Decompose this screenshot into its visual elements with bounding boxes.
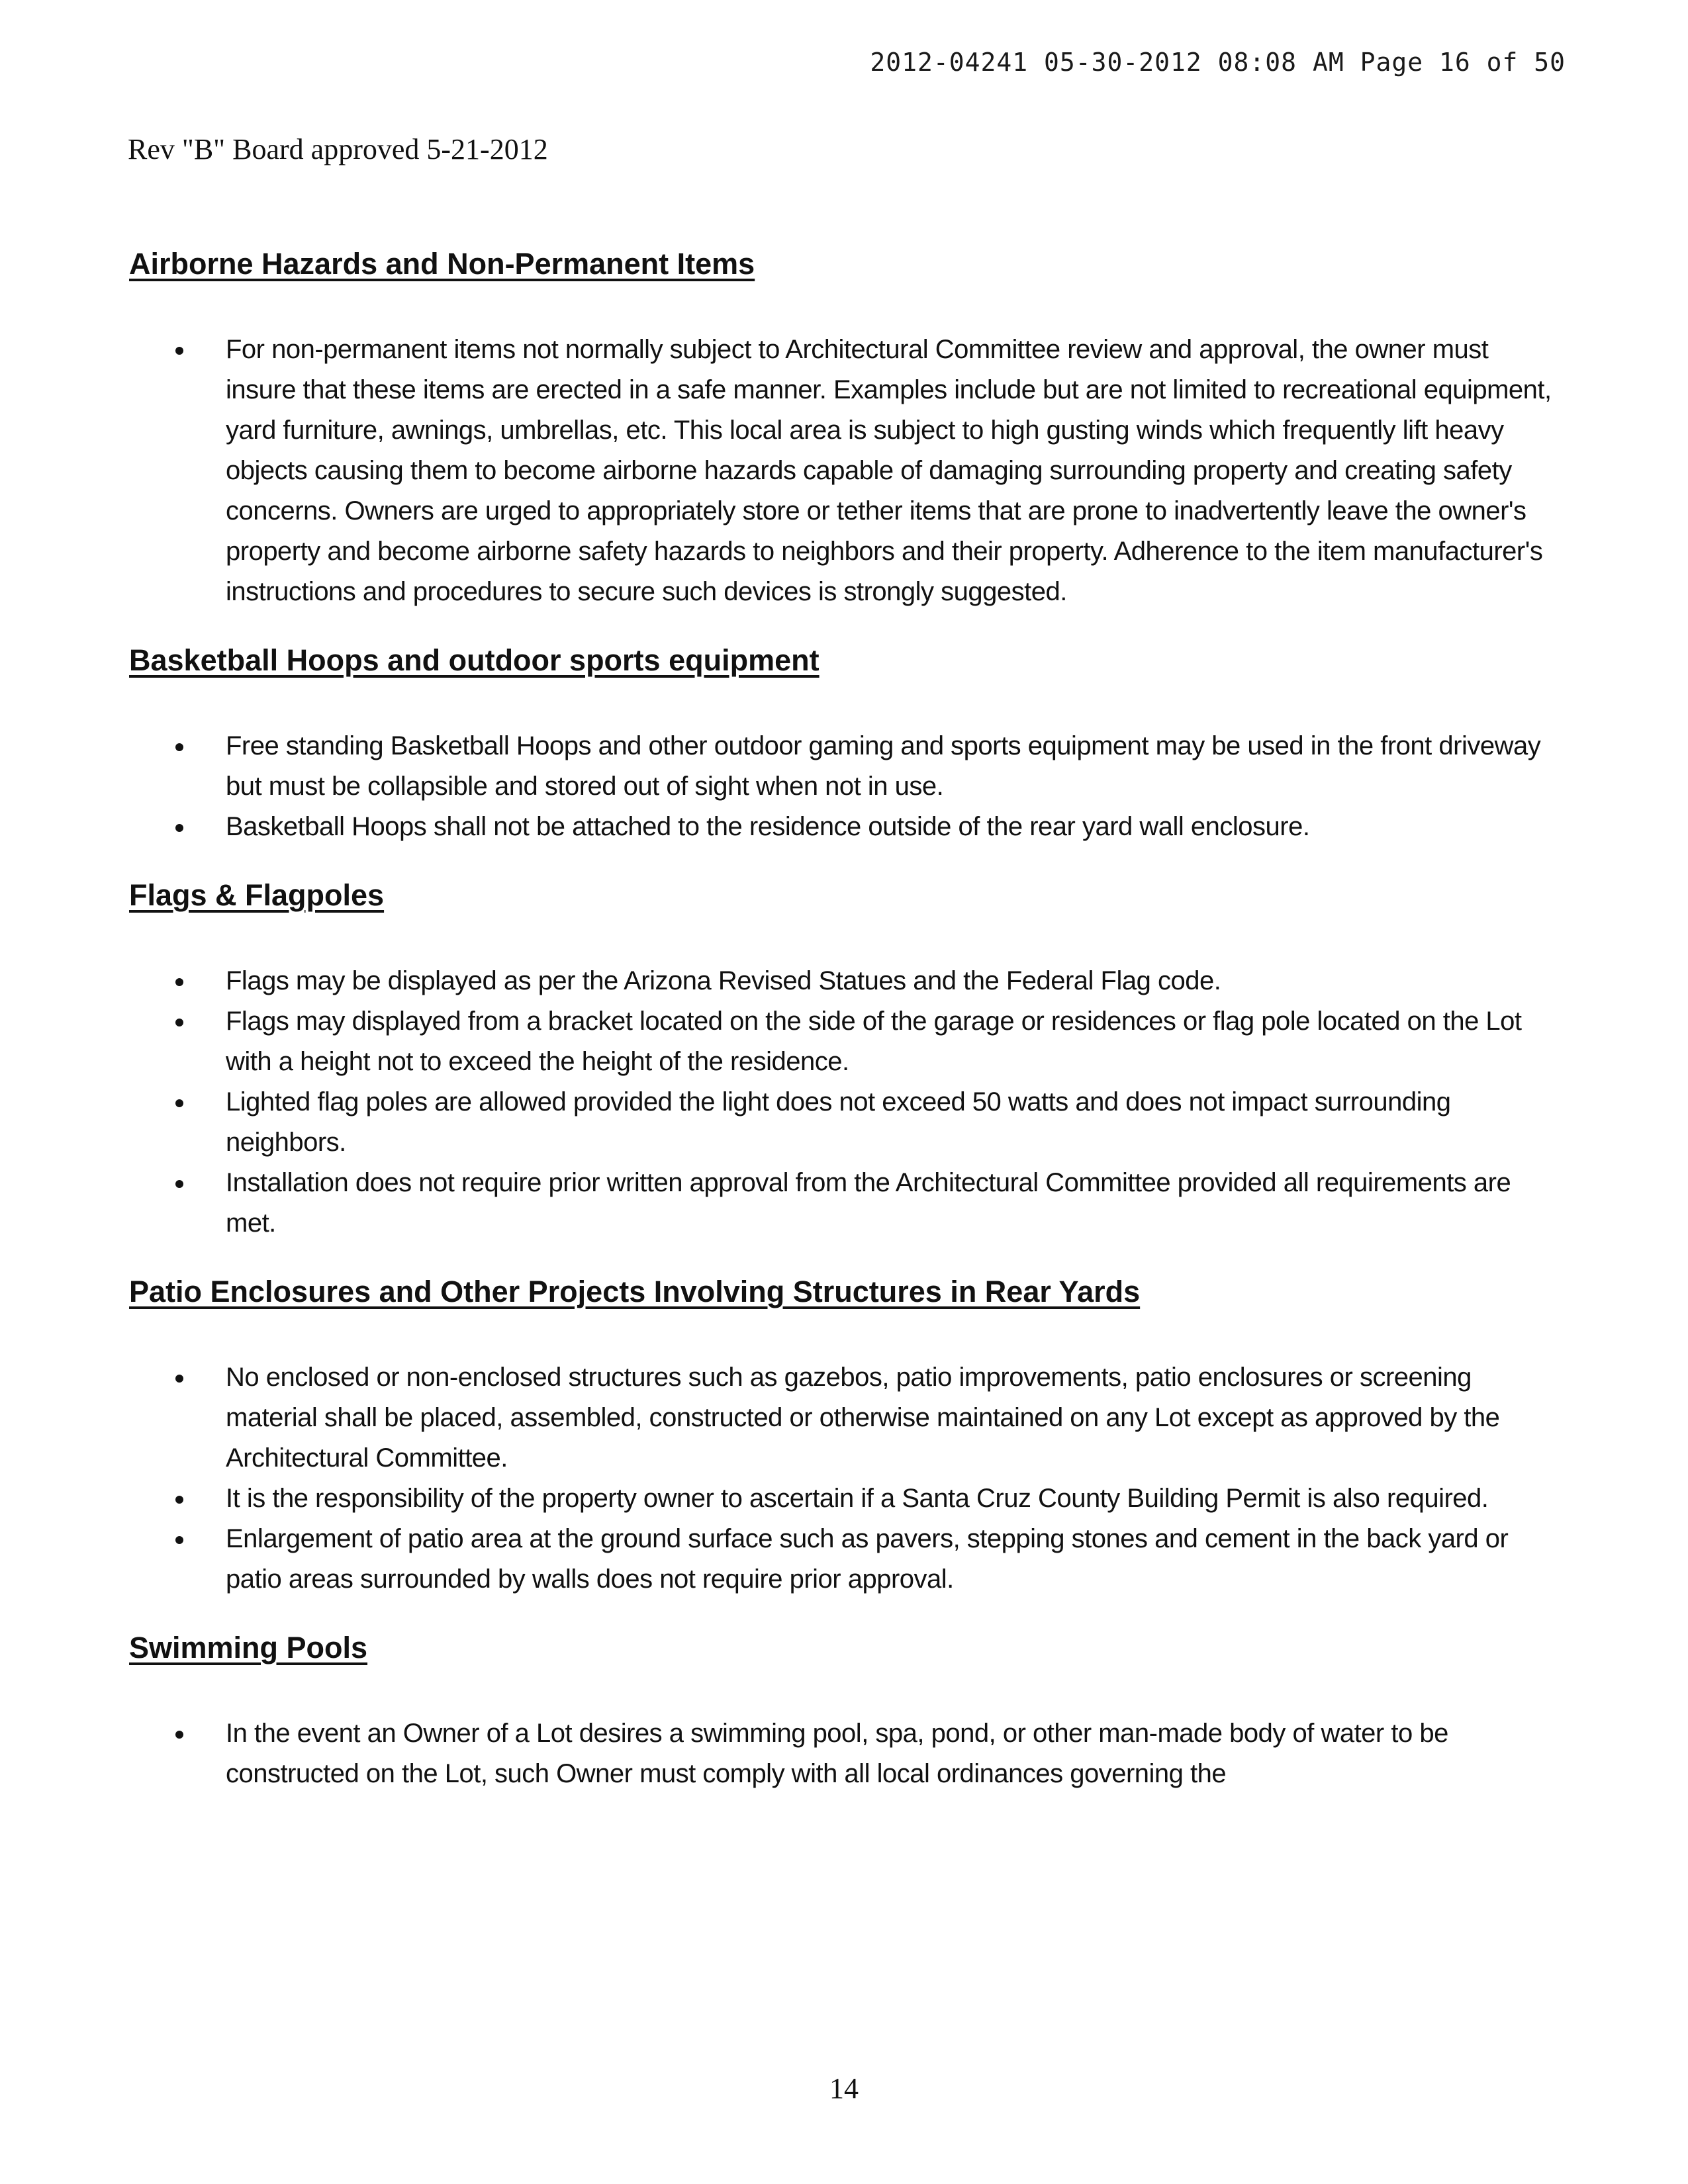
bullet-list xyxy=(128,1713,1558,1794)
bullet-icon xyxy=(175,1536,183,1544)
list-item-text: It is the responsibility of the property owner to ascertain if a Santa Cruz County Building Permit is also required. xyxy=(226,1484,1489,1513)
list-item xyxy=(128,1082,1558,1163)
bullet-list xyxy=(128,961,1558,1244)
bullet-icon xyxy=(175,743,183,751)
list-item xyxy=(128,807,1558,847)
section-heading: Swimming Pools xyxy=(129,1631,368,1664)
list-item-text: Basketball Hoops shall not be attached to the residence outside of the rear yard wall enclosure. xyxy=(226,812,1310,841)
revision-note: Rev "B" Board approved 5-21-2012 xyxy=(128,133,548,165)
section-swimming-pools xyxy=(128,1630,1558,1794)
bullet-icon xyxy=(175,1099,183,1107)
section-heading: Flags & Flagpoles xyxy=(129,878,385,912)
bullet-list xyxy=(128,1357,1558,1600)
section-patio-enclosures xyxy=(128,1274,1558,1600)
bullet-icon xyxy=(175,1375,183,1383)
list-item-text: No enclosed or non-enclosed structures such as gazebos, patio improvements, patio enclosures or screening material shall be placed, assembled, constructed or otherwise maintained on any Lot except as approved by the Architectural Committee. xyxy=(226,1363,1500,1473)
bullet-icon xyxy=(175,347,183,355)
list-item xyxy=(128,726,1558,807)
list-item xyxy=(128,1163,1558,1244)
list-item xyxy=(128,1001,1558,1082)
list-item-text: Free standing Basketball Hoops and other outdoor gaming and sports equipment may be used in the front driveway but must be collapsible and stored out of sight when not in use. xyxy=(226,731,1541,801)
list-item-text: For non-permanent items not normally subject to Architectural Committee review and approval, the owner must insure that these items are erected in a safe manner. Examples include but are not limited to recreational equipment, yard furniture, awnings, umbrellas, etc. This local area is subject to high gusting winds which frequently lift heavy objects causing them to become airborne hazards capable of damaging surrounding property and creating safety concerns. Owners are urged to appropriately store or tether items that are prone to inadvertently leave the owner's property and become airborne safety hazards to neighbors and their property. Adherence to the item manufacturer's instructions and procedures to secure such devices is strongly suggested. xyxy=(226,335,1552,606)
list-item-text: Flags may be displayed as per the Arizona Revised Statues and the Federal Flag code. xyxy=(226,966,1221,995)
fax-header-stamp: 2012-04241 05-30-2012 08:08 AM Page 16 of 50 xyxy=(870,48,1566,77)
page-number: 14 xyxy=(829,2072,859,2105)
bullet-icon xyxy=(175,1731,183,1739)
list-item-text: Flags may displayed from a bracket located on the side of the garage or residences or flag pole located on the Lot with a height not to exceed the height of the residence. xyxy=(226,1007,1522,1076)
section-heading: Basketball Hoops and outdoor sports equipment xyxy=(129,643,820,677)
list-item-text: In the event an Owner of a Lot desires a swimming pool, spa, pond, or other man-made body of water to be constructed on the Lot, such Owner must comply with all local ordinances governing the xyxy=(226,1719,1448,1788)
section-heading: Patio Enclosures and Other Projects Involving Structures in Rear Yards xyxy=(129,1275,1141,1308)
bullet-icon xyxy=(175,1180,183,1188)
list-item-text: Enlargement of patio area at the ground surface such as pavers, stepping stones and cement in the back yard or patio areas surrounded by walls does not require prior approval. xyxy=(226,1524,1509,1594)
section-airborne-hazards xyxy=(128,246,1558,612)
list-item xyxy=(128,1357,1558,1479)
bullet-icon xyxy=(175,824,183,832)
list-item xyxy=(128,1713,1558,1794)
list-item-text: Installation does not require prior written approval from the Architectural Committee provided all requirements are met. xyxy=(226,1168,1511,1238)
section-heading: Airborne Hazards and Non-Permanent Items xyxy=(129,247,755,281)
bullet-list xyxy=(128,330,1558,612)
bullet-icon xyxy=(175,1019,183,1026)
bullet-list xyxy=(128,726,1558,847)
document-body xyxy=(128,246,1558,1794)
section-basketball-hoops xyxy=(128,643,1558,847)
list-item xyxy=(128,330,1558,612)
section-flags-flagpoles xyxy=(128,878,1558,1244)
list-item xyxy=(128,1479,1558,1519)
list-item xyxy=(128,961,1558,1001)
bullet-icon xyxy=(175,978,183,986)
list-item xyxy=(128,1519,1558,1600)
list-item-text: Lighted flag poles are allowed provided the light does not exceed 50 watts and does not impact surrounding neighbors. xyxy=(226,1087,1451,1157)
bullet-icon xyxy=(175,1496,183,1504)
